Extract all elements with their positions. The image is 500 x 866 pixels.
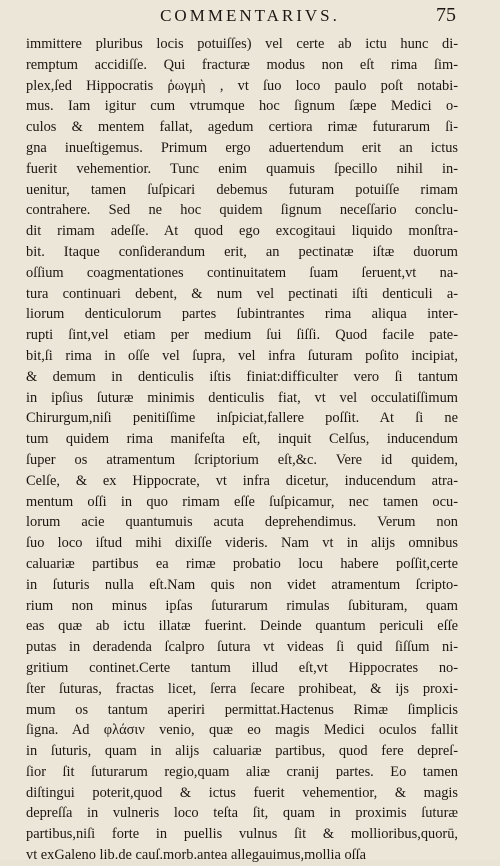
body-text bbox=[26, 34, 458, 866]
text-line: culos & mentem fallat, agedum certiora rimæ futurarum ſi- bbox=[26, 119, 458, 136]
text-line: partibus,niſi forte in puellis vulnus ſit & mollioribus,quorū, bbox=[26, 826, 458, 843]
text-line: & demum in denticulis iſtis finiat:difficulter vero ſi tantum bbox=[26, 368, 458, 385]
text-line: lorum acie quantumuis acuta deprehendimus. Verum non bbox=[26, 514, 458, 531]
text-line: gna inueſtigemus. Primum ergo aduertendum erit an ictus bbox=[26, 139, 458, 156]
text-line: uenitur, tamen ſuſpicari debemus futuram potuiſſe rimam bbox=[26, 181, 458, 198]
text-line: gritium continet.Certe tantum illud eſt,vt Hippocrates no- bbox=[26, 659, 458, 676]
text-line: ſter ſuturas, fractas licet, ſerra ſecare prohibeat, & ijs proxi- bbox=[26, 680, 458, 697]
text-line: bit. Itaque conſiderandum erit, an pectinatæ iſtæ duorum bbox=[26, 243, 458, 260]
text-line: eas quæ ab ictu illatæ fuerint. Deinde quantum periculi eſſe bbox=[26, 618, 458, 635]
text-line: mus. Iam igitur cum vtrumque hoc ſignum ſæpe Medici o- bbox=[26, 98, 458, 115]
text-line: mum os tantum aperiri permittat.Hactenus Rimæ ſimplicis bbox=[26, 701, 458, 718]
text-line: in ſuturis nulla eſt.Nam quis non videt atramentum ſcripto- bbox=[26, 576, 458, 593]
text-line: vt exGaleno lib.de cauſ.morb.antea allegauimus,mollia oſſa bbox=[26, 847, 367, 864]
text-line: fuerit vehementior. Tunc enim quamuis ſpecillo nihil in- bbox=[26, 160, 458, 177]
text-line: caluariæ partibus ea rimæ probatio locu habere poſſit,certe bbox=[26, 555, 458, 572]
text-line: rupti ſint,vel etiam per medium ſui ſiſſi. Quod facile pate- bbox=[26, 327, 458, 344]
text-line: diſtingui poterit,quod & ictus fuerit vehementior, & magis bbox=[26, 784, 458, 801]
text-line: rium non minus ipſas ſuturarum rimulas ſubituram, quam bbox=[26, 597, 458, 614]
page-header bbox=[0, 6, 500, 30]
text-line: ſior ſit ſuturarum regio,quam aliæ cranij partes. Eo tamen bbox=[26, 763, 458, 780]
text-line: remptum accidiſſe. Qui fracturæ modus non eſt rima ſim- bbox=[26, 56, 458, 73]
text-line: immittere pluribus locis potuiſſes) vel certe ab ictu hunc di- bbox=[26, 36, 458, 52]
text-line: depreſſa in vulneris loco teſta ſit, quam in proximis ſuturæ bbox=[26, 805, 458, 822]
text-line: contrahere. Sed ne hoc quidem ſignum neceſſario conclu- bbox=[26, 202, 458, 219]
text-line: Chirurgum,niſi penitiſſime inſpiciat,fallere poſſit. At ſi ne bbox=[26, 410, 458, 427]
text-line: Celſe, & ex Hippocrate, vt infra dicetur, inducendum atra- bbox=[26, 472, 458, 489]
running-head: COMMENTARIVS. bbox=[160, 6, 340, 25]
text-line: liorum denticulorum partes ſubintrantes rima aliqua inter- bbox=[26, 306, 458, 323]
text-line: plex,ſed Hippocratis ῥωγμὴ , vt ſuo loco paulo poſt notabi- bbox=[26, 77, 458, 94]
text-line: tum quidem rima manifeſta eſt, inquit Celſus, inducendum bbox=[26, 431, 458, 448]
text-line: in ipſius ſuturæ minimis denticulis fiat, vt vel occulatiſſimum bbox=[26, 389, 458, 406]
text-line: mentum oſſi in quo rimam eſſe ſuſpicamur, nec tamen ocu- bbox=[26, 493, 458, 510]
text-line: ſigna. Ad φλάσιν venio, quæ eo magis Medici oculos fallit bbox=[26, 722, 458, 739]
text-line: tura continuari debent, & num vel pectinati iſti denticuli a- bbox=[26, 285, 458, 302]
text-line: bit,ſi rima in oſſe vel ſupra, vel infra ſuturam poſito incipiat, bbox=[26, 347, 458, 364]
text-line: dit rimam adeſſe. At quod ego excogitaui liquido monſtra- bbox=[26, 223, 458, 240]
text-line: in ſuturis, quam in alijs caluariæ partibus, quod fere depreſ- bbox=[26, 743, 458, 760]
text-line: ſuo loco iſtud mihi dixiſſe videris. Nam vt in alijs omnibus bbox=[26, 535, 458, 552]
text-line: putas in deradenda ſcalpro ſutura vt videas ſi quid ſiſſum ni- bbox=[26, 639, 458, 656]
page-number: 75 bbox=[436, 4, 456, 26]
text-line: ſuper os atramentum ſcriptorium eſt,&c. Vere id quidem, bbox=[26, 451, 458, 468]
text-line: oſſium coagmentationes continuitatem ſuam ſeruent,vt na- bbox=[26, 264, 458, 281]
